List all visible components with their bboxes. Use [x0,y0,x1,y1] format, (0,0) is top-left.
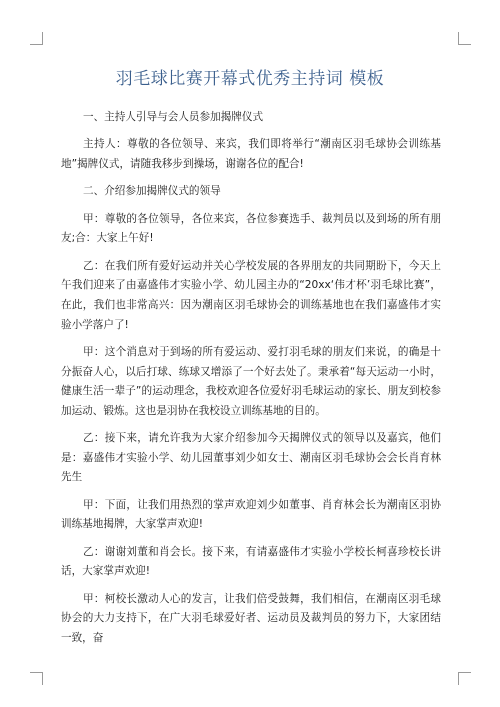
section-heading-1: 一、主持人引导与会人员参加揭牌仪式 [83,111,264,123]
section-heading-2: 二、介绍参加揭牌仪式的领导 [83,185,221,198]
crop-mark-bottom-left [30,672,43,685]
paragraph: 甲：下面，让我们用热烈的掌声欢迎刘少如董事、肖育林会长为潮南区羽协训练基地揭牌，大家掌声欢迎! [61,498,441,531]
paragraph: 甲：这个消息对于到场的所有爱运动、爱打羽毛球的朋友们来说，的确是十分振奋人心，以后打球、练球又增添了一个好去处了。秉承着“每天运动一小时，健康生活一辈子”的运动理念，我校欢迎各位爱好羽毛球运动的家长、朋友到校参加运动、锻炼。这也是羽协在我校设立训练基地的目的。 [61,345,441,417]
paragraph: 甲：尊敬的各位领导，各位来宾，各位参赛选手、裁判员以及到场的所有朋友;合：大家上午好! [61,212,441,245]
crop-mark-top-right [458,32,471,45]
paragraph: 主持人：尊敬的各位领导、来宾，我们即将举行“潮南区羽毛球协会训练基地”揭牌仪式，请随我移步到操场，谢谢各位的配合! [61,138,441,170]
paragraph: 乙：接下来，请允许我为大家介绍参加今天揭牌仪式的领导以及嘉宾，他们是：嘉盛伟才实验小学、幼儿园董事刘少如女士、潮南区羽毛球协会会长肖育林先生 [61,432,441,484]
crop-mark-bottom-right [458,672,471,685]
paragraph: 乙：在我们所有爱好运动并关心学校发展的各界朋友的共同期盼下，今天上午我们迎来了由嘉盛伟才实验小学、幼儿园主办的“20xx‘伟才杯’羽毛球比赛”，在此，我们也非常高兴：因为潮南区羽毛球协会的训练基地也在我们嘉盛伟才实验小学落户了! [61,259,441,331]
crop-mark-top-left [30,32,43,45]
document-body [61,108,441,656]
document-title: 羽毛球比赛开幕式优秀主持词 模板 [115,69,385,89]
paragraph: 甲：柯校长激动人心的发言，让我们倍受鼓舞，我们相信，在潮南区羽毛球协会的大力支持下，在广大羽毛球爱好者、运动员及裁判员的努力下，大家团结一致，奋 [61,592,441,644]
paragraph: 乙：谢谢刘董和肖会长。接下来，有请嘉盛伟才实验小学校长柯喜珍校长讲话，大家掌声欢迎! [61,545,441,578]
